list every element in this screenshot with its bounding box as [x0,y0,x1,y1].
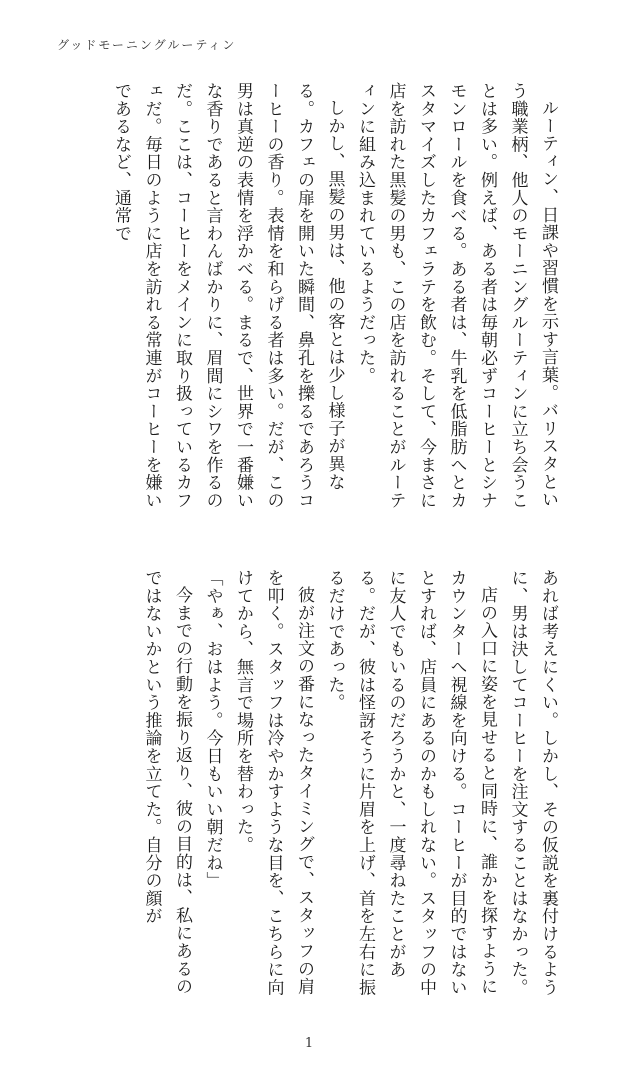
text-block-lower [55,569,563,999]
page-number: 1 [304,1036,314,1051]
paragraph: あれば考えにくい。しかし、その仮説を裏付けるように、男は決してコーヒーを注文することはなかった。 [507,569,558,997]
running-title: グッドモーニングルーティン [57,38,237,52]
dialogue-line: 「やぁ、おはよう。今日もいい朝だね」 [202,569,223,890]
paragraph: ルーティン、日課や習慣を示す言葉。バリスタという職業柄、他人のモーニングルーティンに立ち会うことは多い。例えば、ある者は毎朝必ずコーヒーとシナモンロールを食べる。ある者は、牛乳を低脂肪へとカスタマイズしたカフェラテを飲む。そして、今まさに店を訪れた黒髪の男も、この店を訪れることがルーティンに組み込まれているようだった。 [355,82,558,510]
paragraph: 彼が注文の番になったタイミングで、スタッフの肩を叩く。スタッフは冷やかすような目を、こちらに向けてから、無言で場所を替わった。 [233,569,314,997]
paragraph: 今までの行動を振り返り、彼の目的は、私にあるのではないかという推論を立てた。自分の顔が [141,569,192,996]
paragraph: しかし、黒髪の男は、他の客とは少し様子が異なる。カフェの扉を開いた瞬間、鼻孔を擽るであろうコーヒーの香り。表情を和らげる者は多い。だが、この男は真逆の表情を浮かべる。まるで、世界で一番嫌いな香りであると言わんばかりに、眉間にシワを作るのだ。ここは、コーヒーをメインに取り扱っているカフェだ。毎日のように店を訪れる常連がコーヒーを嫌いであるなど、通常で [111,82,345,510]
paragraph: 店の入口に姿を見せると同時に、誰かを探すようにカウンターへ視線を向ける。コーヒーが目的ではないとすれば、店員にあるのかもしれない。スタッフの中に友人でもいるのだろうかと、一度尋ねたことがある。だが、彼は怪訝そうに片眉を上げ、首を左右に振るだけであった。 [324,569,497,997]
text-block-upper [55,82,563,522]
